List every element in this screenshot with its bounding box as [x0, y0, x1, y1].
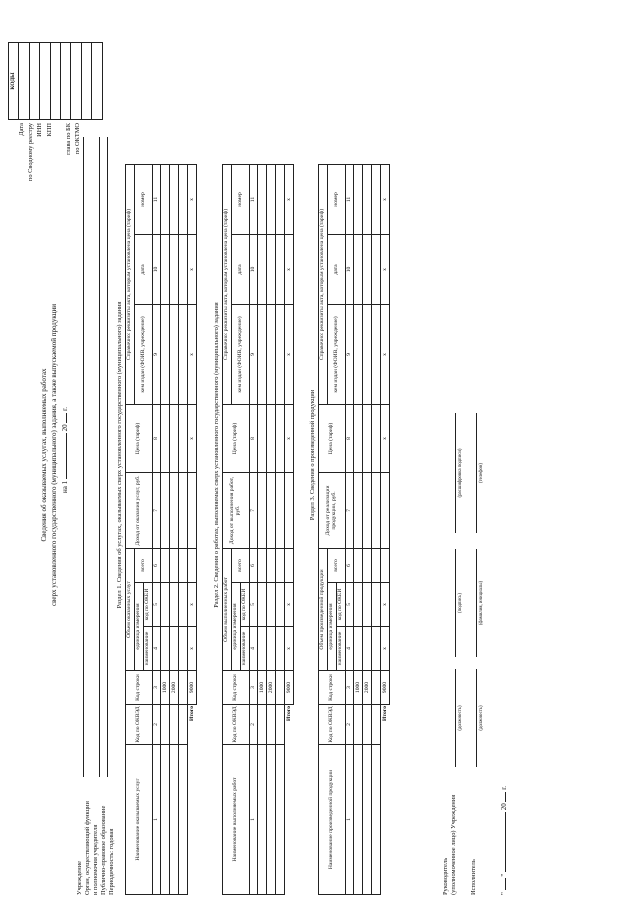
req-founder-1: Орган, осуществляющий функции: [84, 801, 91, 895]
data-cell[interactable]: [276, 305, 285, 405]
col-income-header: Доход от оказания услуг, руб.: [126, 472, 153, 548]
col-number: 11: [153, 164, 161, 234]
section-3-title: Раздел 3. Сведения о произведенной продукции: [309, 389, 316, 521]
data-cell[interactable]: [170, 472, 179, 548]
data-cell[interactable]: [161, 472, 170, 548]
req-institution: Учреждение: [76, 861, 83, 895]
sig-cap-fio: (фамилия, инициалы): [479, 580, 484, 626]
sig-exec-phone-line[interactable]: [476, 413, 477, 533]
data-cell[interactable]: [267, 745, 276, 895]
sig-cap-signature: (подпись): [458, 593, 463, 613]
col-number: 11: [346, 164, 354, 234]
code-cell-date[interactable]: [19, 43, 29, 120]
data-cell[interactable]: [354, 627, 363, 671]
col-number: 6: [250, 549, 258, 583]
data-cell[interactable]: [354, 548, 363, 582]
line-code-cell: [372, 671, 381, 705]
sig-cap-position: (должность): [458, 705, 463, 731]
data-cell[interactable]: [363, 234, 372, 304]
col-number: 1: [153, 745, 161, 895]
total-row: [381, 164, 390, 894]
data-cell[interactable]: [161, 234, 170, 304]
form-title-line2: сверх установленного государственного (муниципального) задания, а также выпускаемой продукции: [50, 304, 58, 606]
col-date-header: дата: [135, 234, 153, 304]
period-blank[interactable]: [66, 433, 67, 479]
total-mark-cell: x: [381, 234, 390, 304]
data-cell[interactable]: [276, 583, 285, 627]
data-cell[interactable]: [258, 705, 267, 745]
sig-date-quote-open: ": [500, 892, 508, 895]
data-cell[interactable]: [363, 745, 372, 895]
col-number: 1: [346, 745, 354, 895]
req-periodicity: Периодичность: годовая: [108, 828, 115, 895]
total-mark-cell: x: [188, 627, 197, 671]
data-cell[interactable]: [267, 165, 276, 235]
total-mark-cell: x: [188, 404, 197, 472]
sig-head-position-line[interactable]: [455, 669, 456, 767]
total-mark-cell: x: [381, 164, 390, 234]
data-cell[interactable]: [161, 304, 170, 404]
total-label: Итого: [381, 705, 390, 895]
col-volume-header: Объем оказанных услуг: [126, 548, 135, 670]
line-code-cell: [179, 671, 188, 705]
data-cell[interactable]: [179, 705, 188, 745]
data-cell[interactable]: [276, 745, 285, 895]
data-cell[interactable]: [363, 164, 372, 234]
col-number: 3: [250, 671, 258, 705]
data-cell[interactable]: [363, 548, 372, 582]
data-cell[interactable]: [372, 627, 381, 671]
col-number: 10: [153, 234, 161, 304]
table-row: [267, 165, 276, 895]
period-year-blank[interactable]: [66, 413, 67, 423]
total-row: [188, 164, 197, 894]
line-code-cell: 2000: [363, 671, 372, 705]
data-cell[interactable]: [372, 583, 381, 627]
period-line: [61, 407, 69, 493]
total-mark-cell: x: [381, 304, 390, 404]
sig-executor-label: Исполнитель: [470, 859, 477, 895]
col-unit-okei-header: код по ОКЕИ: [144, 583, 153, 627]
col-number: 10: [346, 234, 354, 304]
sig-date-year: 20: [500, 803, 508, 811]
line-code-cell: 1000: [354, 671, 363, 705]
section-1-title: Раздел 1. Сведения об услугах, оказываемых сверх установленного государственного (муниципального) задания: [116, 301, 123, 609]
line-code-cell: 1000: [161, 671, 170, 705]
data-cell[interactable]: [276, 627, 285, 671]
sig-head-label2: (уполномоченное лицо) Учреждения: [450, 794, 457, 895]
col-number: 10: [250, 235, 258, 305]
line-code-cell: 1000: [258, 671, 267, 705]
total-value-cell[interactable]: [381, 548, 390, 582]
col-number: 2: [250, 705, 258, 745]
col-unit-okei-header: код по ОКЕИ: [241, 583, 250, 627]
data-cell[interactable]: [170, 627, 179, 671]
sig-cap-exec-position: (должность): [479, 705, 484, 731]
line-code-cell: 2000: [170, 671, 179, 705]
data-cell[interactable]: [363, 472, 372, 548]
period-suffix: г.: [61, 407, 69, 411]
section-2-table: [222, 164, 294, 895]
data-cell[interactable]: [161, 404, 170, 472]
col-unit-okei-header: код по ОКЕИ: [337, 583, 346, 627]
total-code-cell: 9000: [381, 671, 390, 705]
section-3-table: [318, 164, 390, 895]
data-cell[interactable]: [258, 473, 267, 549]
total-code-cell: 9000: [285, 671, 294, 705]
data-cell[interactable]: [161, 705, 170, 745]
col-price-header: Цена (тариф): [319, 404, 346, 472]
col-number: 4: [346, 627, 354, 671]
form-title-line1: Сведения об оказываемых услугах, выполняемых работах: [40, 368, 48, 542]
col-line-code-header: Код строки: [126, 671, 153, 705]
col-number: 6: [153, 548, 161, 582]
data-cell[interactable]: [161, 548, 170, 582]
data-cell[interactable]: [170, 404, 179, 472]
data-cell[interactable]: [170, 583, 179, 627]
table-row: [354, 164, 363, 894]
data-cell[interactable]: [354, 234, 363, 304]
total-mark-cell: x: [381, 627, 390, 671]
col-number: 9: [250, 305, 258, 405]
col-unit-header: единица измерения: [135, 583, 144, 671]
data-cell[interactable]: [179, 164, 188, 234]
col-number: 9: [153, 304, 161, 404]
col-number: 4: [153, 627, 161, 671]
data-cell[interactable]: [258, 549, 267, 583]
col-number: 5: [153, 583, 161, 627]
col-number-header: номер: [135, 164, 153, 234]
col-number: 9: [346, 304, 354, 404]
data-cell[interactable]: [179, 472, 188, 548]
data-cell[interactable]: [276, 235, 285, 305]
col-line-code-header: Код строки: [319, 671, 346, 705]
data-cell[interactable]: [179, 404, 188, 472]
total-mark-cell: x: [188, 234, 197, 304]
data-cell[interactable]: [372, 472, 381, 548]
period-year: 20: [61, 424, 69, 432]
data-cell[interactable]: [258, 745, 267, 895]
col-number: 8: [346, 404, 354, 472]
data-cell[interactable]: [258, 405, 267, 473]
data-cell[interactable]: [267, 305, 276, 405]
data-cell[interactable]: [354, 404, 363, 472]
data-cell[interactable]: [276, 705, 285, 745]
code-cell-oktmo[interactable]: [81, 43, 91, 120]
total-code-cell: 9000: [188, 671, 197, 705]
col-number: 8: [153, 404, 161, 472]
col-name-header: Наименование оказываемых услуг: [126, 745, 153, 895]
col-unit-header: единица измерения: [232, 583, 241, 671]
col-issuer-header: кем издан (ФОИВ, учреждение): [135, 304, 153, 404]
col-number-header: номер: [232, 165, 250, 235]
total-mark-cell: x: [285, 235, 294, 305]
col-number: 1: [250, 745, 258, 895]
code-cell-blank[interactable]: [60, 43, 70, 120]
col-number: 7: [153, 472, 161, 548]
col-volume-header: Объем выполненных работ: [223, 549, 232, 671]
sig-exec-fio-line[interactable]: [476, 549, 477, 657]
col-number: 7: [346, 472, 354, 548]
data-cell[interactable]: [179, 304, 188, 404]
data-cell[interactable]: [179, 548, 188, 582]
code-label-registry: по Сводному реестру: [27, 123, 34, 182]
req-public-entity: Публично-правовое образование: [100, 805, 107, 895]
col-number: 11: [250, 165, 258, 235]
sig-cap-decoding: (расшифровка подписи): [458, 448, 463, 498]
col-number: 7: [250, 473, 258, 549]
data-cell[interactable]: [276, 549, 285, 583]
total-value-cell[interactable]: [381, 472, 390, 548]
data-cell[interactable]: [276, 473, 285, 549]
codes-table: [8, 42, 103, 120]
data-cell[interactable]: [161, 627, 170, 671]
data-cell[interactable]: [170, 745, 179, 895]
data-cell[interactable]: [363, 583, 372, 627]
data-cell[interactable]: [170, 705, 179, 745]
data-cell[interactable]: [267, 549, 276, 583]
col-name-header: Наименование выполняемых работ: [223, 745, 250, 895]
col-issuer-header: кем издан (ФОИВ, учреждение): [232, 305, 250, 405]
col-unit-header: единица измерения: [328, 583, 337, 671]
data-cell[interactable]: [267, 583, 276, 627]
code-label-kpp: КПП: [46, 123, 53, 137]
sig-cap-phone: (телефон): [479, 462, 484, 484]
sig-date-suffix: г.: [500, 785, 508, 790]
total-mark-cell: x: [285, 305, 294, 405]
col-okved-header: Код по ОКВЭД: [319, 705, 346, 745]
total-value-cell[interactable]: [285, 473, 294, 549]
col-okved-header: Код по ОКВЭД: [223, 705, 250, 745]
total-value-cell[interactable]: [188, 472, 197, 548]
req-founder-2: и полномочия учредителя: [92, 824, 99, 895]
col-date-header: дата: [328, 234, 346, 304]
data-cell[interactable]: [267, 705, 276, 745]
code-cell-registry[interactable]: [29, 43, 39, 120]
code-label-oktmo: по ОКТМО: [74, 123, 81, 155]
data-cell[interactable]: [372, 164, 381, 234]
period-prefix: на 1: [61, 480, 69, 493]
col-number: 4: [250, 627, 258, 671]
sig-head-decoding-line[interactable]: [455, 413, 456, 533]
data-cell[interactable]: [372, 548, 381, 582]
col-total-header: всего: [135, 548, 153, 582]
data-cell[interactable]: [161, 583, 170, 627]
col-number: 2: [153, 705, 161, 745]
sig-date-year-blank[interactable]: [505, 792, 506, 802]
data-cell[interactable]: [354, 164, 363, 234]
data-cell[interactable]: [363, 404, 372, 472]
data-cell[interactable]: [258, 627, 267, 671]
data-cell[interactable]: [372, 304, 381, 404]
col-number: 2: [346, 705, 354, 745]
data-cell[interactable]: [372, 404, 381, 472]
data-cell[interactable]: [179, 745, 188, 895]
sig-head-signature-line[interactable]: [455, 549, 456, 657]
data-cell[interactable]: [170, 234, 179, 304]
col-unit-name-header: наименование: [241, 627, 250, 671]
data-cell[interactable]: [258, 235, 267, 305]
codes-header: КОДЫ: [9, 43, 19, 120]
code-cell-kpp[interactable]: [50, 43, 60, 120]
data-cell[interactable]: [161, 164, 170, 234]
sig-head-label: Руководитель: [442, 857, 449, 895]
section-2-title: Раздел 2. Сведения о работах, выполняемых сверх установленного государственного (муниципального) задания: [213, 302, 220, 608]
total-value-cell[interactable]: [188, 548, 197, 582]
col-issuer-header: кем издан (ФОИВ, учреждение): [328, 304, 346, 404]
data-cell[interactable]: [267, 405, 276, 473]
code-label-bk: глава по БК: [65, 123, 72, 155]
total-mark-cell: x: [188, 164, 197, 234]
col-number: 8: [250, 405, 258, 473]
col-unit-name-header: наименование: [337, 627, 346, 671]
code-cell-blank2[interactable]: [92, 43, 102, 120]
col-act-header: Справочно: реквизиты акта, которым установлена цена (тариф): [319, 164, 328, 404]
col-price-header: Цена (тариф): [223, 405, 250, 473]
req-institution-line[interactable]: [83, 137, 84, 777]
data-cell[interactable]: [276, 165, 285, 235]
col-date-header: дата: [232, 235, 250, 305]
col-act-header: Справочно: реквизиты акта, которым установлена цена (тариф): [126, 164, 135, 404]
data-cell[interactable]: [179, 583, 188, 627]
total-mark-cell: x: [285, 583, 294, 627]
total-mark-cell: x: [285, 405, 294, 473]
code-cell-inn[interactable]: [40, 43, 50, 120]
total-label: Итого: [285, 705, 294, 895]
data-cell[interactable]: [170, 304, 179, 404]
sig-date-day[interactable]: [505, 878, 506, 890]
col-number: 3: [346, 671, 354, 705]
code-label-inn: ИНН: [36, 123, 43, 137]
data-cell[interactable]: [258, 583, 267, 627]
total-mark-cell: x: [188, 583, 197, 627]
col-volume-header: Объем произведенной продукции: [319, 548, 328, 670]
data-cell[interactable]: [354, 583, 363, 627]
total-mark-cell: x: [285, 627, 294, 671]
col-okved-header: Код по ОКВЭД: [126, 705, 153, 745]
data-cell[interactable]: [170, 164, 179, 234]
data-cell[interactable]: [170, 548, 179, 582]
sig-date: [500, 786, 508, 895]
total-value-cell[interactable]: [285, 549, 294, 583]
total-mark-cell: x: [285, 165, 294, 235]
line-code-cell: 2000: [267, 671, 276, 705]
col-line-code-header: Код строки: [223, 671, 250, 705]
data-cell[interactable]: [363, 627, 372, 671]
table-row: [170, 164, 179, 894]
data-cell[interactable]: [161, 745, 170, 895]
col-number: 5: [250, 583, 258, 627]
data-cell[interactable]: [354, 304, 363, 404]
col-number: 3: [153, 671, 161, 705]
col-total-header: всего: [232, 549, 250, 583]
data-cell[interactable]: [179, 627, 188, 671]
data-cell[interactable]: [179, 234, 188, 304]
table-row: [276, 165, 285, 895]
data-cell[interactable]: [363, 304, 372, 404]
table-row: [258, 165, 267, 895]
table-row: [179, 164, 188, 894]
data-cell[interactable]: [267, 473, 276, 549]
req-founder-line[interactable]: [99, 137, 100, 777]
col-income-header: Доход от реализации продукции, руб.: [319, 472, 346, 548]
data-cell[interactable]: [258, 305, 267, 405]
col-number-header: номер: [328, 164, 346, 234]
data-cell[interactable]: [372, 234, 381, 304]
col-total-header: всего: [328, 548, 346, 582]
line-code-cell: [276, 671, 285, 705]
code-cell-bk[interactable]: [71, 43, 81, 120]
total-mark-cell: x: [381, 404, 390, 472]
code-label-date: Дата: [18, 123, 25, 136]
col-price-header: Цена (тариф): [126, 404, 153, 472]
data-cell[interactable]: [258, 165, 267, 235]
total-mark-cell: x: [381, 583, 390, 627]
data-cell[interactable]: [267, 627, 276, 671]
total-row: [285, 165, 294, 895]
table-row: [363, 164, 372, 894]
data-cell[interactable]: [276, 405, 285, 473]
data-cell[interactable]: [267, 235, 276, 305]
sig-exec-position-line[interactable]: [476, 669, 477, 767]
col-number: 5: [346, 583, 354, 627]
table-row: [372, 164, 381, 894]
data-cell[interactable]: [372, 705, 381, 745]
data-cell[interactable]: [354, 705, 363, 745]
data-cell[interactable]: [354, 745, 363, 895]
col-act-header: Справочно: реквизиты акта, которым установлена цена (тариф): [223, 165, 232, 405]
col-number: 6: [346, 548, 354, 582]
total-label: Итого: [188, 705, 197, 895]
total-mark-cell: x: [188, 304, 197, 404]
section-1-table: [125, 164, 197, 895]
sig-date-month[interactable]: [505, 812, 506, 872]
data-cell[interactable]: [372, 745, 381, 895]
sig-date-quote-close: ": [500, 873, 508, 877]
data-cell[interactable]: [363, 705, 372, 745]
col-unit-name-header: наименование: [144, 627, 153, 671]
table-row: [161, 164, 170, 894]
req-public-entity-line[interactable]: [107, 137, 108, 777]
col-income-header: Доход от выполнения работ, руб.: [223, 473, 250, 549]
col-name-header: Наименование произведенной продукции: [319, 745, 346, 895]
data-cell[interactable]: [354, 472, 363, 548]
